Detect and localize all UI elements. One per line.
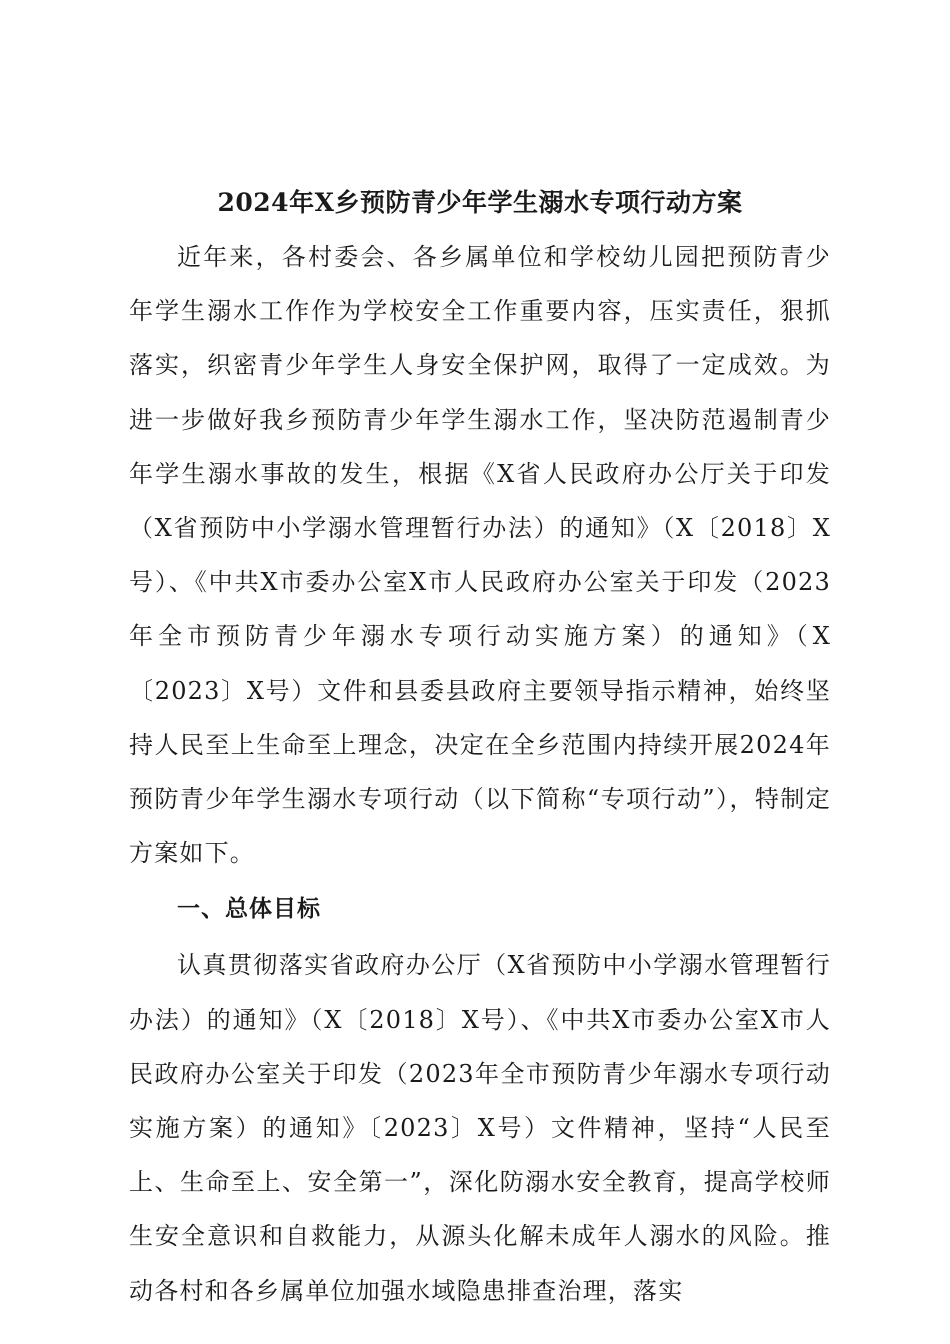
document-title: 2024年X乡预防青少年学生溺水专项行动方案 (217, 188, 743, 217)
section-1-paragraph: 认真贯彻落实省政府办公厅（X省预防中小学溺水管理暂行办法）的通知》（X〔2018〕X号）、《中共X市委办公室X市人民政府办公室关于印发（2023年全市预防青少年溺水专项行动实施方案）的通知》〔2023〕X号）文件精神，坚持“人民至上、生命至上、安全第一”，深化防溺水安全教育，提高学校师生安全意识和自救能力，从源头化解未成年人溺水的风险。推动各村和各乡属单位加强水域隐患排查治理，落实 (129, 951, 831, 1305)
section-heading-overall-goal: 一、总体目标 (177, 896, 321, 923)
document-body (129, 176, 831, 1305)
intro-paragraph: 近年来，各村委会、各乡属单位和学校幼儿园把预防青少年学生溺水工作作为学校安全工作重要内容，压实责任，狠抓落实，织密青少年学生人身安全保护网，取得了一定成效。为进一步做好我乡预防青少年学生溺水工作，坚决防范遏制青少年学生溺水事故的发生，根据《X省人民政府办公厅关于印发（X省预防中小学溺水管理暂行办法）的通知》（X〔2018〕X号）、《中共X市委办公室X市人民政府办公室关于印发（2023年全市预防青少年溺水专项行动实施方案）的通知》（X〔2023〕X号）文件和县委县政府主要领导指示精神，始终坚持人民至上生命至上理念，决定在全乡范围内持续开展2024年预防青少年学生溺水专项行动（以下简称“专项行动”），特制定方案如下。 (129, 243, 831, 868)
